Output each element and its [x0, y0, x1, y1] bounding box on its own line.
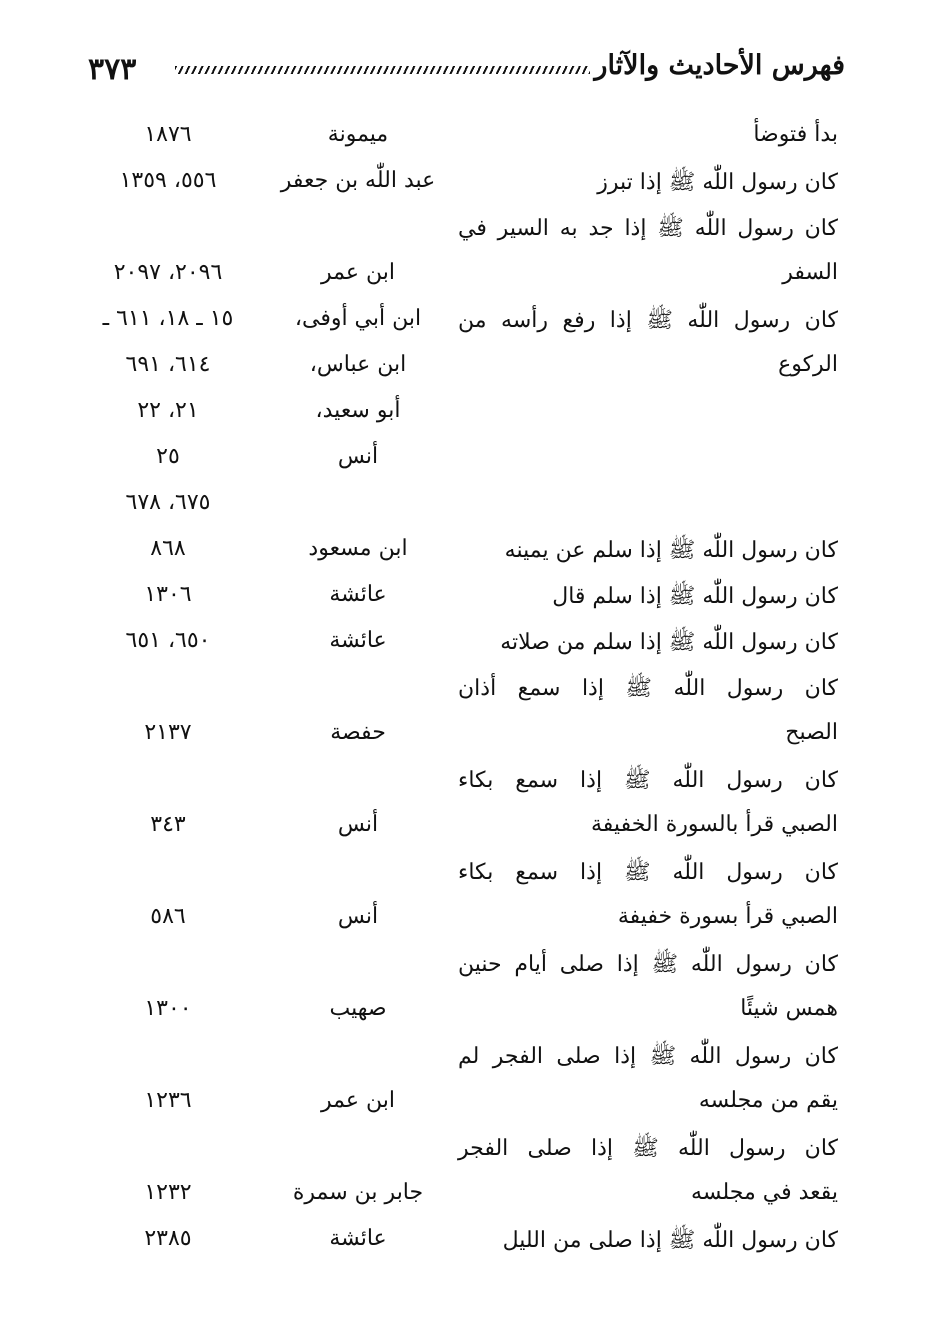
narrator: حفصة — [330, 720, 386, 745]
hadith-numbers: ٣٤٣ — [150, 812, 186, 837]
running-title: فهرس الأحاديث والآثار — [594, 50, 845, 81]
hadith-text: كان رسول اللّٰه ﷺ إذا صلى الفجر — [458, 1136, 838, 1161]
index-row — [0, 438, 935, 484]
hadith-numbers: ٢٣٨٥ — [144, 1226, 192, 1251]
hadith-numbers: ٦٥٠، ٦٥١ — [125, 628, 211, 653]
narrator: ابن عمر — [321, 1088, 395, 1113]
hadith-text: همس شيئًا — [740, 996, 838, 1021]
hadith-numbers: ٨٦٨ — [150, 536, 186, 561]
index-row — [0, 944, 935, 990]
index-row — [0, 1220, 935, 1266]
narrator: أنس — [337, 812, 379, 837]
hadith-text: بدأ فتوضأ — [753, 122, 838, 147]
narrator: عائشة — [329, 628, 387, 653]
hadith-text: السفر — [782, 260, 838, 285]
hadith-text: كان رسول اللّٰه ﷺ إذا سلم عن يمينه — [504, 538, 838, 563]
index-row — [0, 484, 935, 530]
header-rule — [175, 66, 590, 74]
index-row — [0, 1128, 935, 1174]
hadith-numbers: ١٣٠٠ — [144, 996, 192, 1021]
hadith-text: كان رسول اللّٰه ﷺ إذا رفع رأسه من — [458, 308, 838, 333]
narrator: عائشة — [329, 1226, 387, 1251]
index-row — [0, 116, 935, 162]
hadith-text: الركوع — [778, 352, 838, 377]
index-row — [0, 300, 935, 346]
index-table — [0, 116, 935, 1266]
narrator: ابن عمر — [321, 260, 395, 285]
narrator: ابن مسعود — [308, 536, 408, 561]
hadith-numbers: ٢١٣٧ — [144, 720, 192, 745]
hadith-text: كان رسول اللّٰه ﷺ إذا صلى أيام حنين — [458, 952, 838, 977]
page-number: ٣٧٣ — [88, 52, 137, 87]
index-row — [0, 806, 935, 852]
narrator: عائشة — [329, 582, 387, 607]
index-row — [0, 668, 935, 714]
hadith-text: كان رسول اللّٰه ﷺ إذا سلم قال — [552, 584, 838, 609]
narrator: جابر بن سمرة — [292, 1180, 424, 1205]
narrator: ابن أبي أوفى، — [294, 306, 422, 331]
hadith-numbers: ٥٨٦ — [150, 904, 186, 929]
hadith-numbers: ٥٥٦، ١٣٥٩ — [119, 168, 217, 193]
hadith-numbers: ٢١، ٢٢ — [137, 398, 199, 423]
index-row — [0, 852, 935, 898]
hadith-numbers: ٢٠٩٦، ٢٠٩٧ — [113, 260, 223, 285]
index-row — [0, 530, 935, 576]
hadith-text: كان رسول اللّٰه ﷺ إذا سمع أذان — [458, 676, 838, 701]
hadith-numbers: ٦٧٥، ٦٧٨ — [125, 490, 211, 515]
narrator: أبو سعيد، — [315, 398, 401, 423]
index-row — [0, 990, 935, 1036]
index-row — [0, 1082, 935, 1128]
index-row — [0, 162, 935, 208]
index-row — [0, 346, 935, 392]
narrator: أنس — [337, 444, 379, 469]
hadith-numbers: ١٨٧٦ — [144, 122, 192, 147]
hadith-text: كان رسول اللّٰه ﷺ إذا صلى من الليل — [502, 1228, 838, 1253]
hadith-numbers: ٢٥ — [156, 444, 180, 469]
narrator: ميمونة — [327, 122, 389, 147]
narrator: ابن عباس، — [309, 352, 407, 377]
hadith-text: كان رسول اللّٰه ﷺ إذا جد به السير في — [458, 216, 838, 241]
index-row — [0, 576, 935, 622]
index-row — [0, 898, 935, 944]
narrator: عبد اللّٰه بن جعفر — [280, 168, 436, 193]
page-header — [0, 48, 935, 98]
hadith-text: كان رسول اللّٰه ﷺ إذا سلم من صلاته — [500, 630, 838, 655]
index-row — [0, 1036, 935, 1082]
hadith-text: الصبي قرأ بالسورة الخفيفة — [591, 812, 838, 837]
hadith-text: يقعد في مجلسه — [691, 1180, 838, 1205]
hadith-numbers: ١٣٠٦ — [144, 582, 192, 607]
index-row — [0, 760, 935, 806]
hadith-text: الصبح — [785, 720, 838, 745]
hadith-numbers: ١٢٣٦ — [144, 1088, 192, 1113]
index-row — [0, 622, 935, 668]
hadith-text: الصبي قرأ بسورة خفيفة — [617, 904, 838, 929]
hadith-text: كان رسول اللّٰه ﷺ إذا تبرز — [597, 170, 838, 195]
hadith-numbers: ١٢٣٢ — [144, 1180, 192, 1205]
index-row — [0, 714, 935, 760]
narrator: صهيب — [329, 996, 387, 1021]
hadith-text: كان رسول اللّٰه ﷺ إذا صلى الفجر لم — [458, 1044, 838, 1069]
hadith-text: كان رسول اللّٰه ﷺ إذا سمع بكاء — [458, 860, 838, 885]
index-row — [0, 1174, 935, 1220]
index-row — [0, 392, 935, 438]
hadith-text: يقم من مجلسه — [698, 1088, 838, 1113]
index-row — [0, 254, 935, 300]
hadith-text: كان رسول اللّٰه ﷺ إذا سمع بكاء — [458, 768, 838, 793]
index-row — [0, 208, 935, 254]
narrator: أنس — [337, 904, 379, 929]
hadith-numbers: ٦١٤، ٦٩١ — [125, 352, 211, 377]
hadith-numbers: ١٥ ـ ١٨، ٦١١ ـ — [102, 306, 234, 331]
